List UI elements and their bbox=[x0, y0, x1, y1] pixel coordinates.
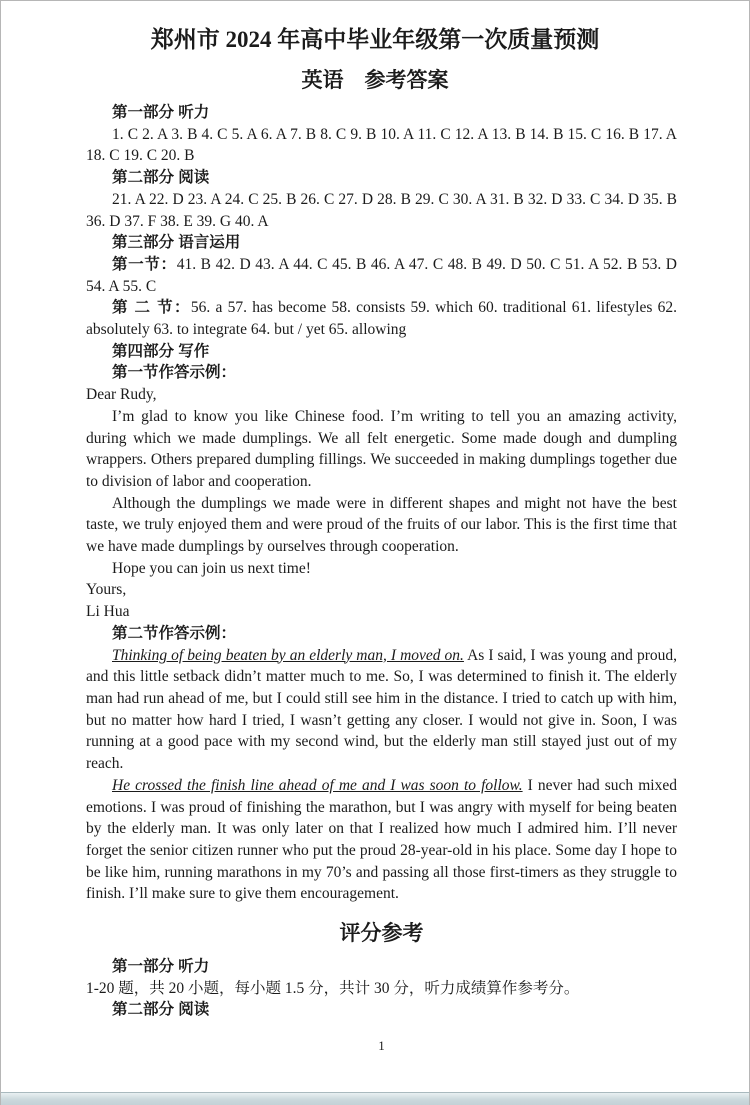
part1-heading: 第一部分 听力 bbox=[112, 104, 210, 121]
scoring-part1-text: 1-20 题，共 20 小题，每小题 1.5 分，共计 30 分，听力成绩算作参考分。 bbox=[86, 979, 580, 997]
scoring-reference-title: 评分参考 bbox=[339, 922, 424, 946]
part3-heading: 第三部分 语言运用 bbox=[112, 234, 241, 252]
writing-section1-sample-heading: 第一节作答示例： bbox=[112, 364, 237, 382]
document-title: 郑州市 2024 年高中毕业年级第一次质量预测 bbox=[150, 27, 600, 52]
section2-answers-text: 56. a 57. has become 58. consists 59. which 60. traditional 61. lifestyles 62. absolutely 63. to integrate 64. but / yet 65. allowing bbox=[86, 299, 677, 339]
part1-answers: 1. C 2. A 3. B 4. C 5. A 6. A 7. B 8. C 9. B 10. A 11. C 12. A 13. B 14. B 15. C 16. B 17. A 18. C 19. C 20. B bbox=[86, 125, 677, 165]
letter-paragraph-1: I’m glad to know you like Chinese food. I’m writing to tell you an amazing activity, during which we made dumplings. We all felt energetic. Some made dough and dumpling wrappers. Others prepared dumpling fillings. We succeeded in making dumplings together due to division of labor and cooperation. bbox=[86, 407, 677, 490]
part3-section2-answers bbox=[86, 297, 677, 340]
part3-section1-answers bbox=[86, 254, 677, 297]
part4-heading: 第四部分 写作 bbox=[112, 342, 210, 360]
letter-closing-line: Hope you can join us next time! bbox=[112, 559, 311, 577]
essay-paragraph-2-lead-sentence: He crossed the finish line ahead of me and I was soon to follow. bbox=[112, 776, 523, 794]
letter-signature: Li Hua bbox=[86, 603, 130, 621]
page-bottom-edge bbox=[1, 1092, 749, 1105]
part2-heading: 第二部分 阅读 bbox=[112, 169, 210, 187]
essay-paragraph-1-lead-sentence: Thinking of being beaten by an elderly man, I moved on. bbox=[112, 646, 464, 664]
letter-salutation: Dear Rudy, bbox=[86, 386, 157, 404]
page-number: 1 bbox=[378, 1038, 385, 1054]
section2-label: 第 二 节： bbox=[112, 299, 191, 317]
letter-paragraph-2: Although the dumplings we made were in different shapes and might not have the best taste, we truly enjoyed them and were proud of the fruits of our labor. This is the first time that we have made dumplings by ourselves through cooperation. bbox=[86, 494, 677, 556]
section1-answers-text: 41. B 42. D 43. A 44. C 45. B 46. A 47. C 48. B 49. D 50. C 51. A 52. B 53. D 54. A 55. C bbox=[86, 255, 677, 295]
scoring-part1-heading: 第一部分 听力 bbox=[112, 958, 210, 976]
section1-label: 第一节： bbox=[112, 255, 177, 273]
essay-paragraph-2 bbox=[86, 775, 677, 905]
part2-answers: 21. A 22. D 23. A 24. C 25. B 26. C 27. D 28. B 29. C 30. A 31. B 32. D 33. C 34. D 35. B 36. D 37. F 38. E 39. G 40. A bbox=[86, 190, 677, 230]
writing-section2-sample-heading: 第二节作答示例： bbox=[112, 624, 237, 642]
document-body bbox=[86, 102, 677, 1057]
essay-paragraph-2-body: I never had such mixed emotions. I was proud of finishing the marathon, but I was angry with myself for being beaten by the elderly man. It was only later on that I realized how much I admired him. I’ll never forget the senior citizen runner who put the proud 28-year-old in his place. Some day I hope to be like him, running marathons in my 70’s and passing all those first-timers as they struggle to finish. I’ll make sure to give them encouragement. bbox=[86, 776, 677, 903]
document-subtitle: 英语 参考答案 bbox=[301, 68, 449, 92]
essay-paragraph-1-body: As I said, I was young and proud, and this little setback didn’t matter much to me. So, I was determined to finish it. The elderly man had run ahead of me, but I could still see him in the distance. I tried to catch up with him, but no matter how hard I tried, I wasn’t getting any closer. I would not give in. Soon, I was running at a good pace with my second wind, but the elderly man still stayed just out of my reach. bbox=[86, 646, 677, 773]
scoring-part2-heading: 第二部分 阅读 bbox=[112, 1001, 210, 1019]
essay-paragraph-1 bbox=[86, 645, 677, 775]
letter-signoff: Yours, bbox=[86, 581, 127, 599]
